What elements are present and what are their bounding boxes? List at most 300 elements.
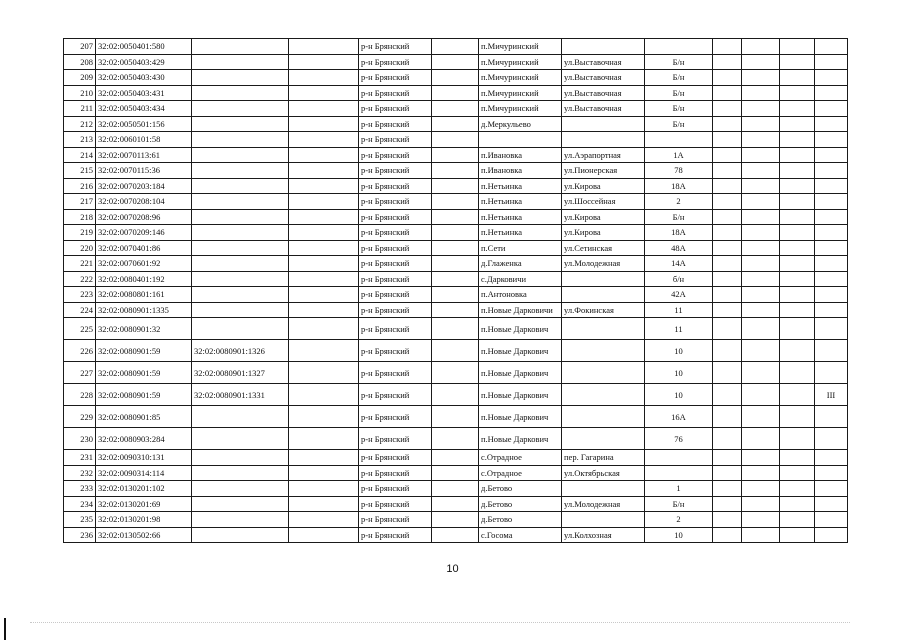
locality-cell: п.Новые Даркович bbox=[479, 406, 562, 428]
empty-cell bbox=[742, 163, 780, 179]
empty-cell bbox=[432, 132, 479, 148]
cadastral-number-cell: 32:02:0090310:131 bbox=[96, 450, 192, 466]
cadastral-number-cell: 32:02:0080401:192 bbox=[96, 271, 192, 287]
district-cell: р-н Брянский bbox=[359, 481, 432, 497]
district-cell: р-н Брянский bbox=[359, 70, 432, 86]
empty-cell bbox=[432, 481, 479, 497]
empty-cell bbox=[713, 384, 742, 406]
row-number-cell: 230 bbox=[64, 428, 96, 450]
related-cadastral-number-cell bbox=[192, 85, 289, 101]
related-cadastral-number-cell bbox=[192, 450, 289, 466]
district-cell: р-н Брянский bbox=[359, 147, 432, 163]
house-number-cell: 1А bbox=[645, 147, 713, 163]
empty-cell bbox=[713, 101, 742, 117]
empty-cell bbox=[713, 256, 742, 272]
empty-cell bbox=[780, 428, 815, 450]
empty-cell bbox=[289, 256, 359, 272]
related-cadastral-number-cell bbox=[192, 132, 289, 148]
row-number-cell: 236 bbox=[64, 527, 96, 543]
empty-cell bbox=[432, 70, 479, 86]
row-number-cell: 207 bbox=[64, 39, 96, 55]
empty-cell bbox=[289, 428, 359, 450]
empty-cell bbox=[432, 116, 479, 132]
empty-cell bbox=[742, 256, 780, 272]
table-row bbox=[64, 116, 848, 132]
page-number: 10 bbox=[446, 563, 459, 575]
related-cadastral-number-cell bbox=[192, 527, 289, 543]
street-cell: ул.Кирова bbox=[562, 209, 645, 225]
empty-cell bbox=[742, 132, 780, 148]
related-cadastral-number-cell bbox=[192, 70, 289, 86]
empty-cell bbox=[432, 54, 479, 70]
table-row bbox=[64, 465, 848, 481]
street-cell: ул.Аэрапортная bbox=[562, 147, 645, 163]
empty-cell bbox=[289, 450, 359, 466]
locality-cell: п.Нетьинка bbox=[479, 209, 562, 225]
district-cell: р-н Брянский bbox=[359, 256, 432, 272]
district-cell: р-н Брянский bbox=[359, 39, 432, 55]
related-cadastral-number-cell bbox=[192, 209, 289, 225]
locality-cell: с.Дарковичи bbox=[479, 271, 562, 287]
district-cell: р-н Брянский bbox=[359, 340, 432, 362]
street-cell: ул.Кирова bbox=[562, 225, 645, 241]
category-cell bbox=[815, 318, 848, 340]
empty-cell bbox=[432, 450, 479, 466]
empty-cell bbox=[713, 481, 742, 497]
cadastral-number-cell: 32:02:0080801:161 bbox=[96, 287, 192, 303]
empty-cell bbox=[742, 406, 780, 428]
table-row bbox=[64, 132, 848, 148]
empty-cell bbox=[780, 116, 815, 132]
category-cell bbox=[815, 362, 848, 384]
table-row bbox=[64, 512, 848, 528]
empty-cell bbox=[432, 428, 479, 450]
scan-noise-line bbox=[30, 622, 850, 624]
locality-cell: д.Бетово bbox=[479, 481, 562, 497]
district-cell: р-н Брянский bbox=[359, 178, 432, 194]
empty-cell bbox=[289, 85, 359, 101]
locality-cell: п.Новые Даркович bbox=[479, 384, 562, 406]
table-row bbox=[64, 240, 848, 256]
empty-cell bbox=[780, 302, 815, 318]
empty-cell bbox=[289, 496, 359, 512]
house-number-cell: 11 bbox=[645, 318, 713, 340]
locality-cell: п.Нетьинка bbox=[479, 178, 562, 194]
related-cadastral-number-cell bbox=[192, 481, 289, 497]
table-row bbox=[64, 527, 848, 543]
street-cell: ул.Выставочная bbox=[562, 101, 645, 117]
empty-cell bbox=[742, 318, 780, 340]
empty-cell bbox=[713, 147, 742, 163]
cadastral-number-cell: 32:02:0070208:104 bbox=[96, 194, 192, 210]
street-cell: ул.Выставочная bbox=[562, 54, 645, 70]
empty-cell bbox=[432, 209, 479, 225]
related-cadastral-number-cell bbox=[192, 287, 289, 303]
cadastral-number-cell: 32:02:0080903:284 bbox=[96, 428, 192, 450]
empty-cell bbox=[289, 340, 359, 362]
row-number-cell: 224 bbox=[64, 302, 96, 318]
category-cell bbox=[815, 256, 848, 272]
house-number-cell: 42А bbox=[645, 287, 713, 303]
empty-cell bbox=[432, 318, 479, 340]
row-number-cell: 212 bbox=[64, 116, 96, 132]
table-row bbox=[64, 406, 848, 428]
empty-cell bbox=[713, 132, 742, 148]
house-number-cell: 16А bbox=[645, 406, 713, 428]
cadastral-number-cell: 32:02:0130201:69 bbox=[96, 496, 192, 512]
locality-cell: п.Новые Даркович bbox=[479, 428, 562, 450]
street-cell: ул.Шоссейная bbox=[562, 194, 645, 210]
empty-cell bbox=[780, 256, 815, 272]
related-cadastral-number-cell: 32:02:0080901:1331 bbox=[192, 384, 289, 406]
table-row bbox=[64, 194, 848, 210]
table-row bbox=[64, 481, 848, 497]
empty-cell bbox=[742, 465, 780, 481]
house-number-cell: 48А bbox=[645, 240, 713, 256]
house-number-cell bbox=[645, 450, 713, 466]
district-cell: р-н Брянский bbox=[359, 406, 432, 428]
locality-cell: п.Новые Дарковичи bbox=[479, 302, 562, 318]
category-cell bbox=[815, 271, 848, 287]
related-cadastral-number-cell bbox=[192, 225, 289, 241]
cadastral-number-cell: 32:02:0070113:61 bbox=[96, 147, 192, 163]
cadastral-number-cell: 32:02:0050403:430 bbox=[96, 70, 192, 86]
category-cell bbox=[815, 54, 848, 70]
street-cell bbox=[562, 481, 645, 497]
district-cell: р-н Брянский bbox=[359, 209, 432, 225]
district-cell: р-н Брянский bbox=[359, 302, 432, 318]
street-cell bbox=[562, 132, 645, 148]
row-number-cell: 210 bbox=[64, 85, 96, 101]
table-row bbox=[64, 225, 848, 241]
street-cell: ул.Молодежная bbox=[562, 256, 645, 272]
street-cell bbox=[562, 362, 645, 384]
house-number-cell: Б/н bbox=[645, 70, 713, 86]
empty-cell bbox=[432, 496, 479, 512]
street-cell bbox=[562, 271, 645, 287]
house-number-cell: 14А bbox=[645, 256, 713, 272]
empty-cell bbox=[289, 39, 359, 55]
house-number-cell: 10 bbox=[645, 362, 713, 384]
empty-cell bbox=[432, 271, 479, 287]
empty-cell bbox=[780, 240, 815, 256]
street-cell bbox=[562, 512, 645, 528]
district-cell: р-н Брянский bbox=[359, 362, 432, 384]
empty-cell bbox=[780, 384, 815, 406]
house-number-cell bbox=[645, 132, 713, 148]
related-cadastral-number-cell bbox=[192, 147, 289, 163]
empty-cell bbox=[780, 362, 815, 384]
street-cell: ул.Выставочная bbox=[562, 70, 645, 86]
empty-cell bbox=[742, 209, 780, 225]
house-number-cell: Б/н bbox=[645, 496, 713, 512]
empty-cell bbox=[289, 147, 359, 163]
category-cell bbox=[815, 340, 848, 362]
empty-cell bbox=[780, 512, 815, 528]
empty-cell bbox=[780, 287, 815, 303]
empty-cell bbox=[742, 527, 780, 543]
empty-cell bbox=[742, 512, 780, 528]
row-number-cell: 229 bbox=[64, 406, 96, 428]
category-cell bbox=[815, 39, 848, 55]
street-cell bbox=[562, 406, 645, 428]
empty-cell bbox=[780, 147, 815, 163]
table-row bbox=[64, 384, 848, 406]
empty-cell bbox=[289, 116, 359, 132]
empty-cell bbox=[713, 406, 742, 428]
empty-cell bbox=[742, 194, 780, 210]
row-number-cell: 228 bbox=[64, 384, 96, 406]
category-cell bbox=[815, 178, 848, 194]
related-cadastral-number-cell bbox=[192, 496, 289, 512]
empty-cell bbox=[742, 362, 780, 384]
locality-cell: п.Антоновка bbox=[479, 287, 562, 303]
street-cell: ул.Фокинская bbox=[562, 302, 645, 318]
street-cell bbox=[562, 116, 645, 132]
table-row bbox=[64, 340, 848, 362]
cadastral-number-cell: 32:02:0070601:92 bbox=[96, 256, 192, 272]
empty-cell bbox=[742, 147, 780, 163]
cadastral-number-cell: 32:02:0070208:96 bbox=[96, 209, 192, 225]
house-number-cell: Б/н bbox=[645, 101, 713, 117]
row-number-cell: 227 bbox=[64, 362, 96, 384]
table-row bbox=[64, 496, 848, 512]
empty-cell bbox=[780, 209, 815, 225]
district-cell: р-н Брянский bbox=[359, 240, 432, 256]
category-cell bbox=[815, 70, 848, 86]
category-cell bbox=[815, 225, 848, 241]
house-number-cell: 10 bbox=[645, 384, 713, 406]
empty-cell bbox=[432, 194, 479, 210]
table-row bbox=[64, 428, 848, 450]
related-cadastral-number-cell bbox=[192, 256, 289, 272]
house-number-cell bbox=[645, 465, 713, 481]
empty-cell bbox=[432, 384, 479, 406]
empty-cell bbox=[289, 481, 359, 497]
street-cell: пер. Гагарина bbox=[562, 450, 645, 466]
empty-cell bbox=[742, 384, 780, 406]
empty-cell bbox=[713, 163, 742, 179]
category-cell bbox=[815, 287, 848, 303]
empty-cell bbox=[713, 362, 742, 384]
street-cell: ул.Выставочная bbox=[562, 85, 645, 101]
locality-cell: п.Мичуринский bbox=[479, 70, 562, 86]
empty-cell bbox=[289, 362, 359, 384]
district-cell: р-н Брянский bbox=[359, 496, 432, 512]
table-row bbox=[64, 271, 848, 287]
related-cadastral-number-cell bbox=[192, 54, 289, 70]
category-cell: III bbox=[815, 384, 848, 406]
house-number-cell: 78 bbox=[645, 163, 713, 179]
district-cell: р-н Брянский bbox=[359, 428, 432, 450]
empty-cell bbox=[432, 256, 479, 272]
empty-cell bbox=[742, 39, 780, 55]
locality-cell: д.Бетово bbox=[479, 512, 562, 528]
table-row bbox=[64, 287, 848, 303]
locality-cell: д.Меркульево bbox=[479, 116, 562, 132]
empty-cell bbox=[780, 54, 815, 70]
locality-cell: д.Глаженка bbox=[479, 256, 562, 272]
table-row bbox=[64, 85, 848, 101]
street-cell bbox=[562, 287, 645, 303]
empty-cell bbox=[713, 70, 742, 86]
street-cell bbox=[562, 39, 645, 55]
empty-cell bbox=[780, 271, 815, 287]
row-number-cell: 223 bbox=[64, 287, 96, 303]
row-number-cell: 214 bbox=[64, 147, 96, 163]
category-cell bbox=[815, 101, 848, 117]
row-number-cell: 222 bbox=[64, 271, 96, 287]
related-cadastral-number-cell bbox=[192, 512, 289, 528]
row-number-cell: 218 bbox=[64, 209, 96, 225]
empty-cell bbox=[780, 496, 815, 512]
empty-cell bbox=[780, 318, 815, 340]
district-cell: р-н Брянский bbox=[359, 101, 432, 117]
cadastral-number-cell: 32:02:0090314:114 bbox=[96, 465, 192, 481]
empty-cell bbox=[713, 85, 742, 101]
cadastral-number-cell: 32:02:0070209:146 bbox=[96, 225, 192, 241]
district-cell: р-н Брянский bbox=[359, 163, 432, 179]
cadastral-number-cell: 32:02:0080901:59 bbox=[96, 362, 192, 384]
related-cadastral-number-cell bbox=[192, 163, 289, 179]
house-number-cell: Б/н bbox=[645, 209, 713, 225]
empty-cell bbox=[289, 178, 359, 194]
cadastral-number-cell: 32:02:0070203:184 bbox=[96, 178, 192, 194]
table-row bbox=[64, 362, 848, 384]
house-number-cell: б/н bbox=[645, 271, 713, 287]
locality-cell: п.Мичуринский bbox=[479, 85, 562, 101]
house-number-cell: 10 bbox=[645, 527, 713, 543]
table-body bbox=[64, 39, 848, 543]
empty-cell bbox=[713, 428, 742, 450]
category-cell bbox=[815, 481, 848, 497]
table-row bbox=[64, 302, 848, 318]
district-cell: р-н Брянский bbox=[359, 225, 432, 241]
category-cell bbox=[815, 240, 848, 256]
empty-cell bbox=[742, 340, 780, 362]
district-cell: р-н Брянский bbox=[359, 527, 432, 543]
empty-cell bbox=[289, 163, 359, 179]
table-row bbox=[64, 318, 848, 340]
empty-cell bbox=[713, 465, 742, 481]
empty-cell bbox=[289, 406, 359, 428]
empty-cell bbox=[713, 512, 742, 528]
house-number-cell: Б/н bbox=[645, 116, 713, 132]
empty-cell bbox=[780, 465, 815, 481]
empty-cell bbox=[713, 39, 742, 55]
empty-cell bbox=[432, 101, 479, 117]
street-cell bbox=[562, 340, 645, 362]
scan-margin-mark bbox=[4, 618, 6, 640]
empty-cell bbox=[742, 54, 780, 70]
empty-cell bbox=[780, 85, 815, 101]
related-cadastral-number-cell bbox=[192, 101, 289, 117]
house-number-cell: Б/н bbox=[645, 54, 713, 70]
cadastral-number-cell: 32:02:0070115:36 bbox=[96, 163, 192, 179]
district-cell: р-н Брянский bbox=[359, 194, 432, 210]
district-cell: р-н Брянский bbox=[359, 318, 432, 340]
empty-cell bbox=[432, 302, 479, 318]
locality-cell: п.Новые Даркович bbox=[479, 340, 562, 362]
related-cadastral-number-cell: 32:02:0080901:1327 bbox=[192, 362, 289, 384]
row-number-cell: 215 bbox=[64, 163, 96, 179]
empty-cell bbox=[742, 178, 780, 194]
related-cadastral-number-cell bbox=[192, 39, 289, 55]
empty-cell bbox=[713, 271, 742, 287]
street-cell: ул.Кирова bbox=[562, 178, 645, 194]
empty-cell bbox=[289, 70, 359, 86]
locality-cell: п.Новые Даркович bbox=[479, 318, 562, 340]
row-number-cell: 235 bbox=[64, 512, 96, 528]
house-number-cell: 18А bbox=[645, 178, 713, 194]
category-cell bbox=[815, 209, 848, 225]
row-number-cell: 226 bbox=[64, 340, 96, 362]
empty-cell bbox=[742, 70, 780, 86]
empty-cell bbox=[742, 271, 780, 287]
locality-cell: с.Госома bbox=[479, 527, 562, 543]
empty-cell bbox=[432, 225, 479, 241]
cadastral-number-cell: 32:02:0080901:59 bbox=[96, 340, 192, 362]
locality-cell bbox=[479, 132, 562, 148]
row-number-cell: 208 bbox=[64, 54, 96, 70]
empty-cell bbox=[713, 116, 742, 132]
row-number-cell: 220 bbox=[64, 240, 96, 256]
empty-cell bbox=[742, 428, 780, 450]
cadastral-number-cell: 32:02:0130502:66 bbox=[96, 527, 192, 543]
district-cell: р-н Брянский bbox=[359, 512, 432, 528]
empty-cell bbox=[742, 496, 780, 512]
locality-cell: п.Нетьинка bbox=[479, 194, 562, 210]
cadastral-number-cell: 32:02:0080901:85 bbox=[96, 406, 192, 428]
row-number-cell: 209 bbox=[64, 70, 96, 86]
empty-cell bbox=[713, 318, 742, 340]
cadastral-number-cell: 32:02:0050403:431 bbox=[96, 85, 192, 101]
empty-cell bbox=[432, 240, 479, 256]
row-number-cell: 216 bbox=[64, 178, 96, 194]
cadastral-number-cell: 32:02:0130201:98 bbox=[96, 512, 192, 528]
empty-cell bbox=[432, 39, 479, 55]
cadastral-number-cell: 32:02:0050401:580 bbox=[96, 39, 192, 55]
empty-cell bbox=[742, 240, 780, 256]
empty-cell bbox=[780, 178, 815, 194]
row-number-cell: 233 bbox=[64, 481, 96, 497]
empty-cell bbox=[713, 209, 742, 225]
empty-cell bbox=[432, 163, 479, 179]
district-cell: р-н Брянский bbox=[359, 450, 432, 466]
street-cell: ул.Колхозная bbox=[562, 527, 645, 543]
empty-cell bbox=[289, 132, 359, 148]
category-cell bbox=[815, 496, 848, 512]
related-cadastral-number-cell bbox=[192, 194, 289, 210]
house-number-cell: 2 bbox=[645, 512, 713, 528]
category-cell bbox=[815, 450, 848, 466]
empty-cell bbox=[742, 85, 780, 101]
empty-cell bbox=[289, 101, 359, 117]
empty-cell bbox=[432, 465, 479, 481]
table-row bbox=[64, 209, 848, 225]
empty-cell bbox=[742, 302, 780, 318]
street-cell bbox=[562, 428, 645, 450]
empty-cell bbox=[713, 54, 742, 70]
locality-cell: д.Бетово bbox=[479, 496, 562, 512]
empty-cell bbox=[289, 527, 359, 543]
empty-cell bbox=[713, 496, 742, 512]
house-number-cell: 10 bbox=[645, 340, 713, 362]
land-registry-table bbox=[63, 38, 848, 543]
row-number-cell: 217 bbox=[64, 194, 96, 210]
table-row bbox=[64, 256, 848, 272]
empty-cell bbox=[713, 450, 742, 466]
